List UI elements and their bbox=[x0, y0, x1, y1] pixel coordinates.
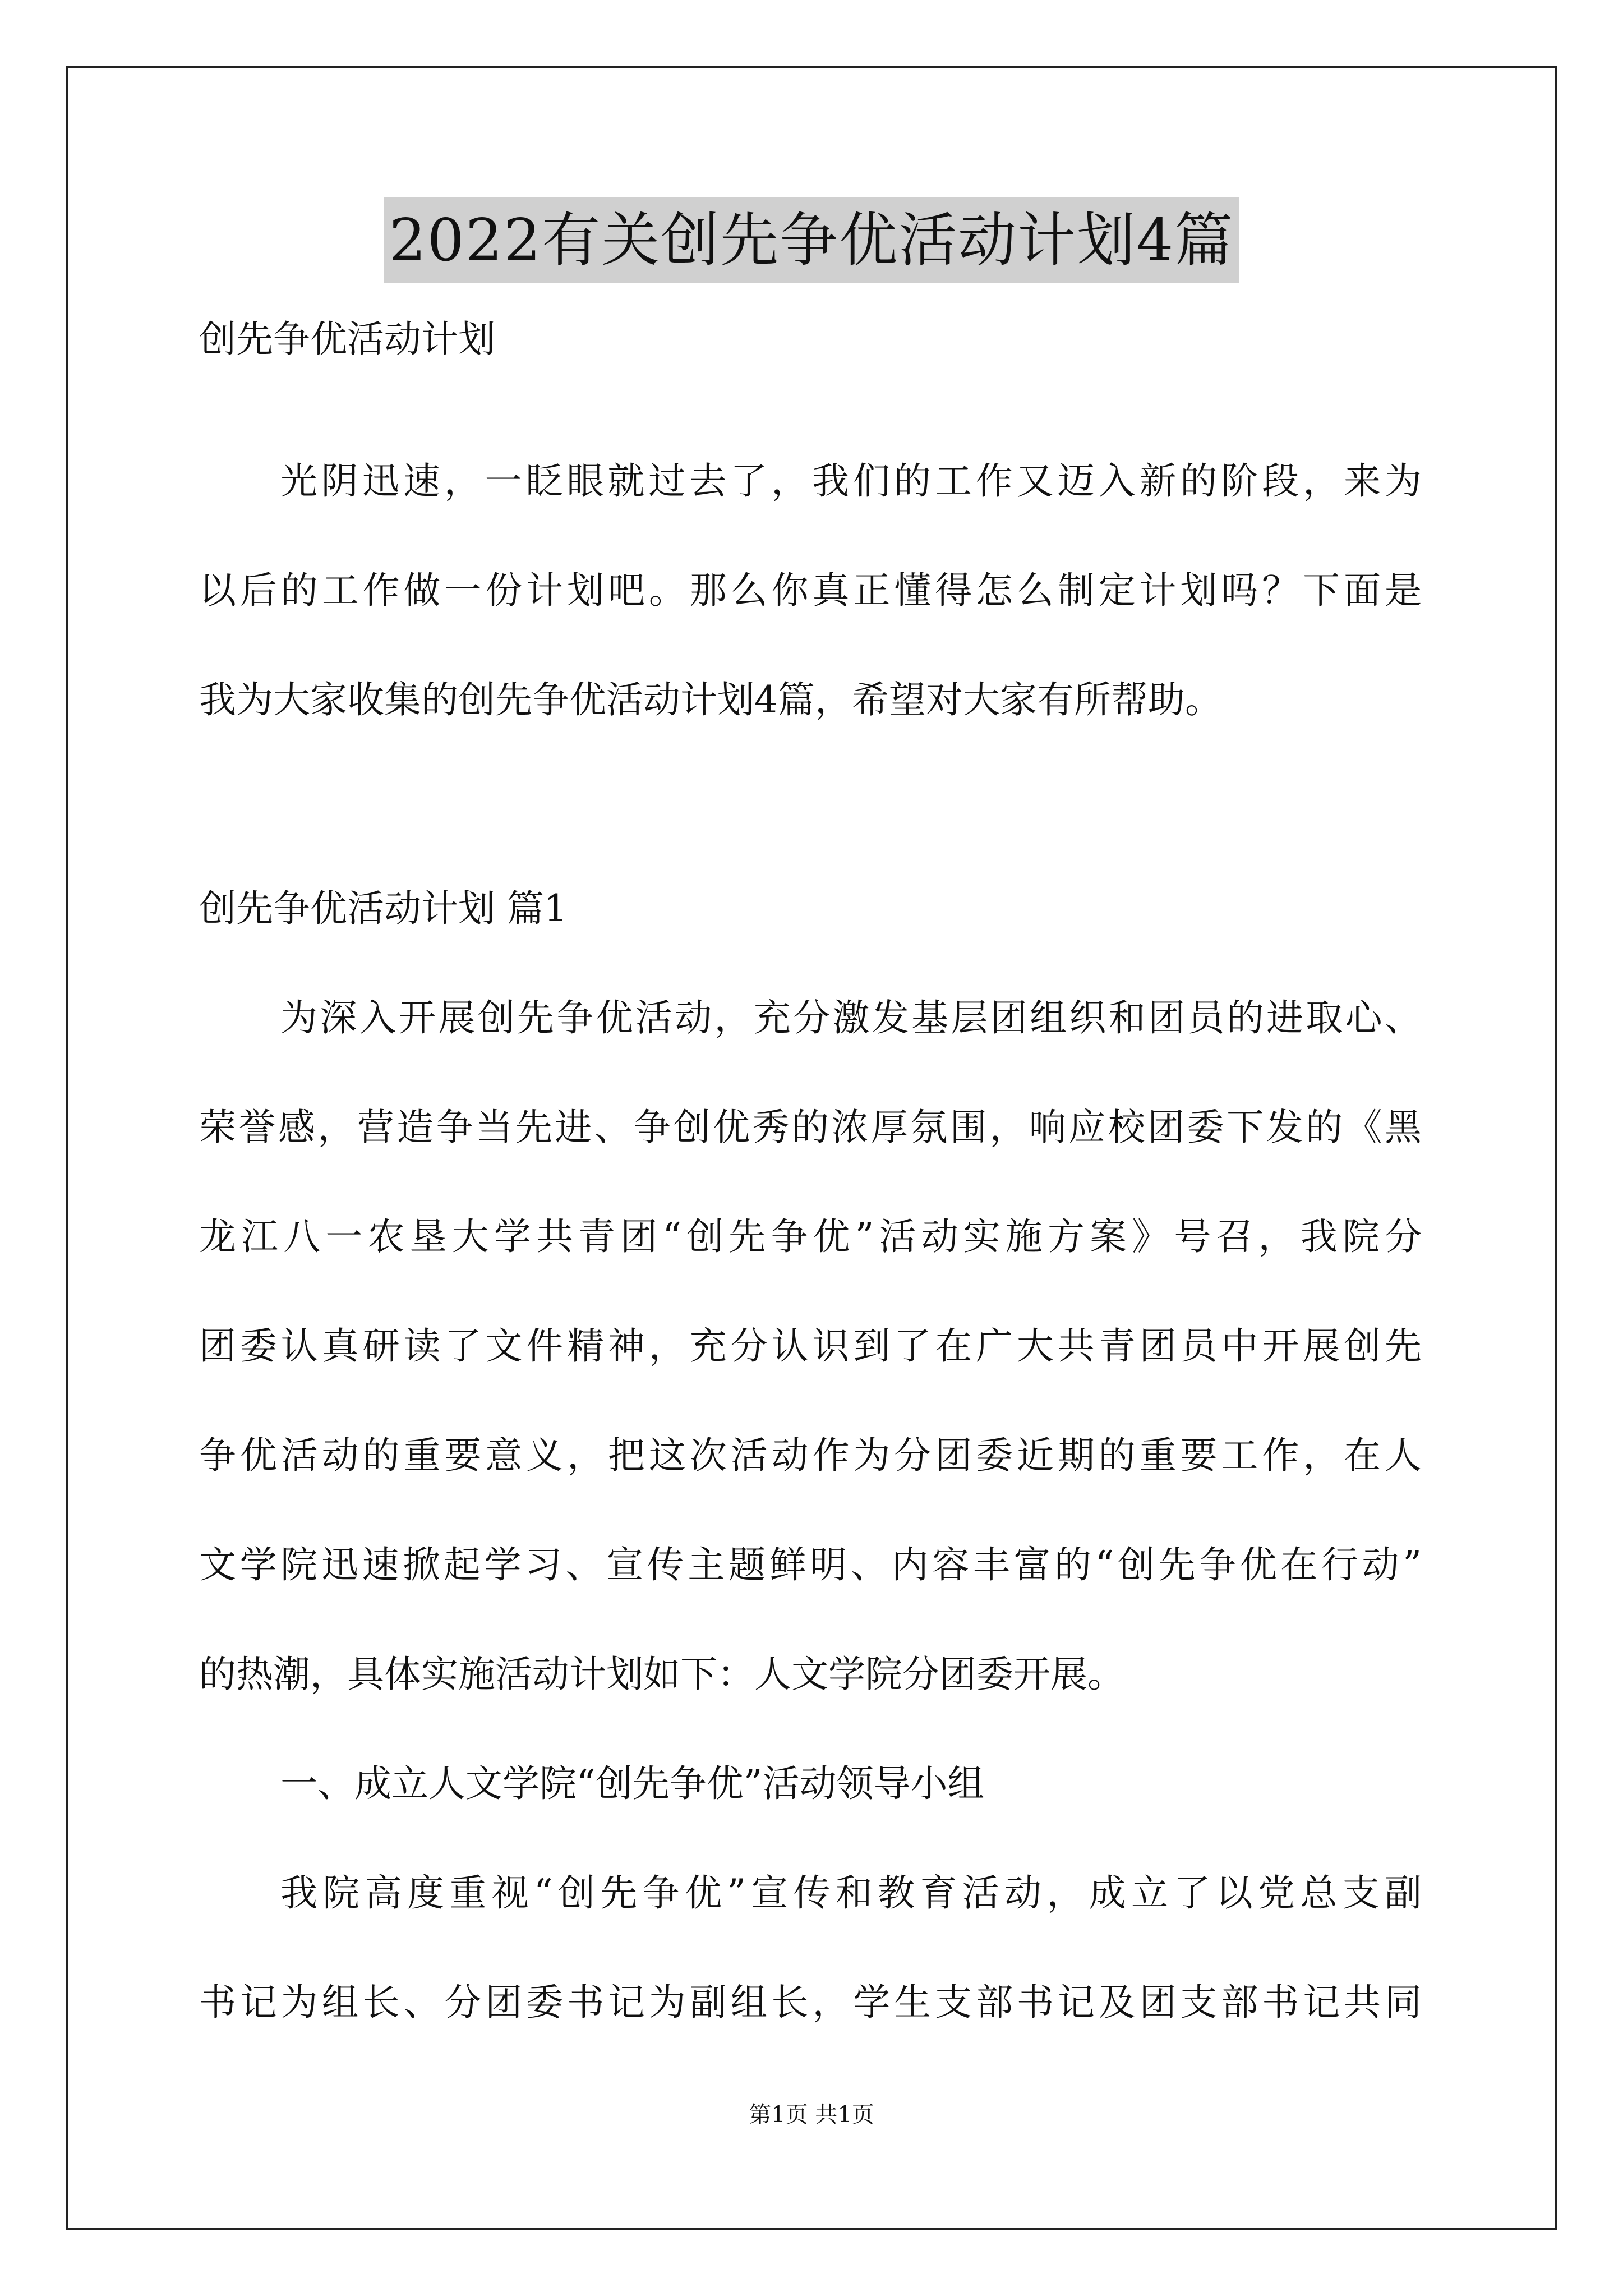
paragraph-line: 光阴迅速，一眨眼就过去了，我们的工作又迈入新的阶段，来为 bbox=[280, 459, 1422, 503]
title-container bbox=[0, 197, 1623, 283]
paragraph-line: 文学院迅速掀起学习、宣传主题鲜明、内容丰富的“创先争优在行动” bbox=[199, 1543, 1422, 1586]
paragraph-line: 团委认真研读了文件精神，充分认识到了在广大共青团员中开展创先 bbox=[199, 1324, 1422, 1368]
paragraph-line: 我院高度重视“创先争优”宣传和教育活动，成立了以党总支副 bbox=[280, 1871, 1422, 1915]
page-footer: 第1页 共1页 bbox=[749, 2102, 874, 2128]
paragraph-line: 书记为组长、分团委书记为副组长，学生支部书记及团支部书记共同 bbox=[199, 1981, 1422, 2024]
document-title: 2022有关创先争优活动计划4篇 bbox=[384, 197, 1240, 283]
paragraph-line: 以后的工作做一份计划吧。那么你真正懂得怎么制定计划吗？下面是 bbox=[199, 569, 1422, 612]
paragraph-line: 为深入开展创先争优活动，充分激发基层团组织和团员的进取心、 bbox=[280, 996, 1422, 1039]
section-heading: 创先争优活动计划 bbox=[199, 318, 495, 361]
paragraph-line: 争优活动的重要意义，把这次活动作为分团委近期的重要工作，在人 bbox=[199, 1434, 1422, 1477]
paragraph-line: 龙江八一农垦大学共青团“创先争优”活动实施方案》号召，我院分 bbox=[199, 1215, 1422, 1258]
paragraph-line: 的热潮，具体实施活动计划如下：人文学院分团委开展。 bbox=[199, 1653, 1124, 1696]
section-heading: 创先争优活动计划 篇1 bbox=[199, 887, 568, 930]
subsection-heading: 一、成立人文学院“创先争优”活动领导小组 bbox=[280, 1762, 985, 1805]
paragraph-line: 荣誉感，营造争当先进、争创优秀的浓厚氛围，响应校团委下发的《黑 bbox=[199, 1106, 1422, 1149]
paragraph-line: 我为大家收集的创先争优活动计划4篇，希望对大家有所帮助。 bbox=[199, 678, 1222, 721]
